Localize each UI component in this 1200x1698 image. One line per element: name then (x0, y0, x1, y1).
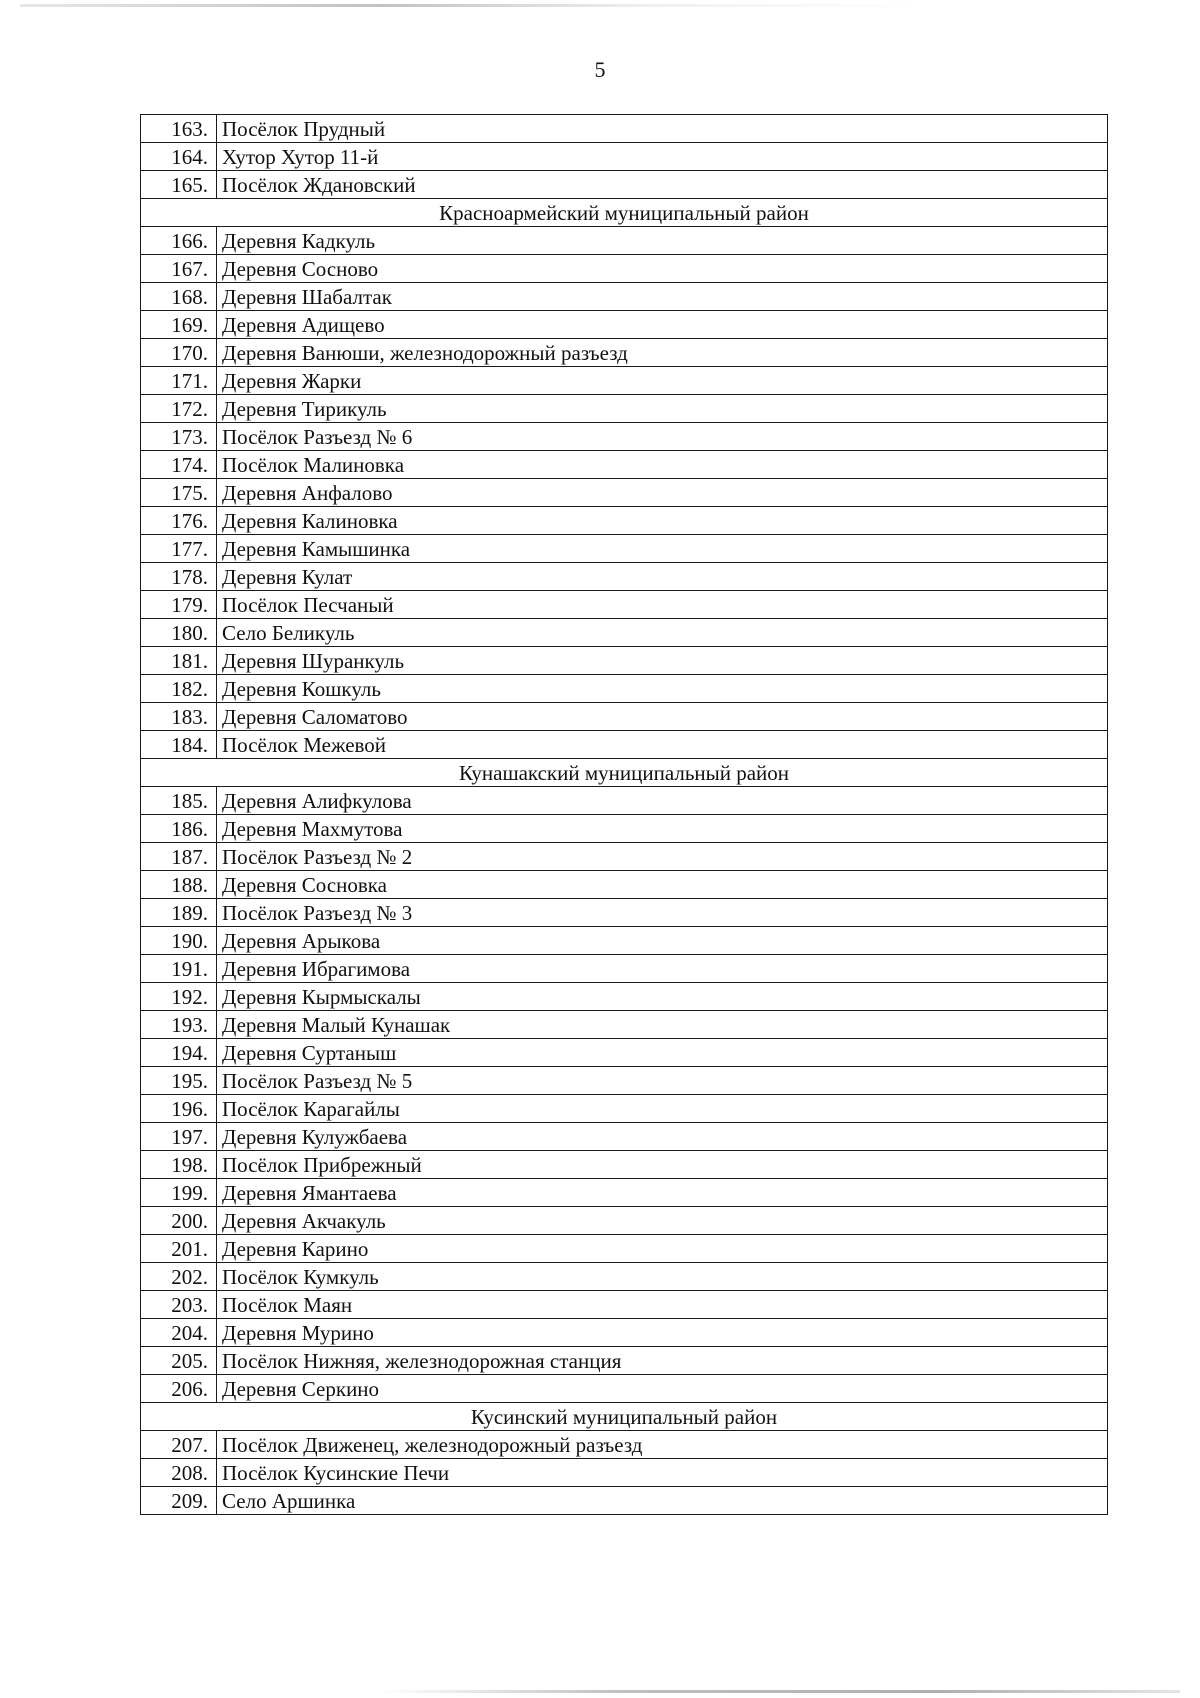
settlement-name: Деревня Ванюши, железнодорожный разъезд (217, 339, 1108, 367)
row-number: 190. (141, 927, 217, 955)
settlement-name: Село Беликуль (217, 619, 1108, 647)
row-number: 195. (141, 1067, 217, 1095)
row-number: 176. (141, 507, 217, 535)
settlements-table-body (141, 115, 1108, 1515)
settlement-name: Деревня Ибрагимова (217, 955, 1108, 983)
row-number: 198. (141, 1151, 217, 1179)
table-row (141, 171, 1108, 199)
settlements-table (140, 114, 1108, 1515)
row-number: 187. (141, 843, 217, 871)
table-row (141, 899, 1108, 927)
settlement-name: Деревня Камышинка (217, 535, 1108, 563)
table-row (141, 927, 1108, 955)
settlement-name: Посёлок Прибрежный (217, 1151, 1108, 1179)
row-number: 174. (141, 451, 217, 479)
settlement-name: Деревня Калиновка (217, 507, 1108, 535)
settlement-name: Посёлок Движенец, железнодорожный разъезд (217, 1431, 1108, 1459)
settlement-name: Деревня Кошкуль (217, 675, 1108, 703)
row-number: 166. (141, 227, 217, 255)
settlement-name: Посёлок Карагайлы (217, 1095, 1108, 1123)
table-row (141, 1179, 1108, 1207)
settlement-name: Посёлок Разъезд № 6 (217, 423, 1108, 451)
table-row (141, 675, 1108, 703)
row-number: 163. (141, 115, 217, 143)
settlement-name: Посёлок Разъезд № 3 (217, 899, 1108, 927)
table-row (141, 1011, 1108, 1039)
table-row (141, 563, 1108, 591)
table-row (141, 479, 1108, 507)
settlement-name: Посёлок Кумкуль (217, 1263, 1108, 1291)
row-number: 189. (141, 899, 217, 927)
row-number: 186. (141, 815, 217, 843)
district-name: Кунашакский муниципальный район (141, 759, 1108, 787)
row-number: 194. (141, 1039, 217, 1067)
settlement-name: Посёлок Прудный (217, 115, 1108, 143)
settlement-name: Посёлок Нижняя, железнодорожная станция (217, 1347, 1108, 1375)
settlement-name: Деревня Акчакуль (217, 1207, 1108, 1235)
settlement-name: Деревня Жарки (217, 367, 1108, 395)
table-row (141, 507, 1108, 535)
row-number: 209. (141, 1487, 217, 1515)
table-row (141, 1459, 1108, 1487)
settlement-name: Деревня Кулат (217, 563, 1108, 591)
district-header-row (141, 759, 1108, 787)
row-number: 202. (141, 1263, 217, 1291)
district-header-row (141, 1403, 1108, 1431)
table-row (141, 1207, 1108, 1235)
settlement-name: Деревня Саломатово (217, 703, 1108, 731)
row-number: 164. (141, 143, 217, 171)
row-number: 184. (141, 731, 217, 759)
row-number: 171. (141, 367, 217, 395)
settlement-name: Деревня Кырмыскалы (217, 983, 1108, 1011)
row-number: 179. (141, 591, 217, 619)
table-row (141, 115, 1108, 143)
row-number: 191. (141, 955, 217, 983)
settlement-name: Хутор Хутор 11-й (217, 143, 1108, 171)
settlement-name: Деревня Кадкуль (217, 227, 1108, 255)
settlement-name: Деревня Шуранкуль (217, 647, 1108, 675)
table-row (141, 1039, 1108, 1067)
table-row (141, 423, 1108, 451)
row-number: 168. (141, 283, 217, 311)
table-row (141, 339, 1108, 367)
settlement-name: Посёлок Малиновка (217, 451, 1108, 479)
row-number: 182. (141, 675, 217, 703)
settlement-name: Деревня Суртаныш (217, 1039, 1108, 1067)
table-row (141, 1347, 1108, 1375)
scan-edge-top (20, 4, 920, 7)
row-number: 188. (141, 871, 217, 899)
settlement-name: Деревня Махмутова (217, 815, 1108, 843)
table-row (141, 871, 1108, 899)
row-number: 192. (141, 983, 217, 1011)
table-row (141, 535, 1108, 563)
settlement-name: Деревня Алифкулова (217, 787, 1108, 815)
table-row (141, 1431, 1108, 1459)
table-row (141, 1067, 1108, 1095)
row-number: 165. (141, 171, 217, 199)
row-number: 201. (141, 1235, 217, 1263)
table-row (141, 731, 1108, 759)
settlement-name: Посёлок Кусинские Печи (217, 1459, 1108, 1487)
settlement-name: Деревня Тирикуль (217, 395, 1108, 423)
row-number: 183. (141, 703, 217, 731)
row-number: 181. (141, 647, 217, 675)
table-row (141, 1235, 1108, 1263)
row-number: 206. (141, 1375, 217, 1403)
table-row (141, 1291, 1108, 1319)
table-row (141, 647, 1108, 675)
row-number: 172. (141, 395, 217, 423)
table-row (141, 395, 1108, 423)
settlement-name: Посёлок Ждановский (217, 171, 1108, 199)
row-number: 205. (141, 1347, 217, 1375)
row-number: 200. (141, 1207, 217, 1235)
district-name: Кусинский муниципальный район (141, 1403, 1108, 1431)
table-row (141, 311, 1108, 339)
settlement-name: Деревня Карино (217, 1235, 1108, 1263)
table-row (141, 703, 1108, 731)
settlement-name: Деревня Сосново (217, 255, 1108, 283)
table-row (141, 367, 1108, 395)
district-header-row (141, 199, 1108, 227)
table-row (141, 619, 1108, 647)
row-number: 169. (141, 311, 217, 339)
table-row (141, 227, 1108, 255)
table-row (141, 143, 1108, 171)
page-number: 5 (594, 57, 606, 82)
row-number: 203. (141, 1291, 217, 1319)
table-row (141, 451, 1108, 479)
row-number: 207. (141, 1431, 217, 1459)
row-number: 196. (141, 1095, 217, 1123)
settlement-name: Деревня Мурино (217, 1319, 1108, 1347)
table-row (141, 1123, 1108, 1151)
table-row (141, 983, 1108, 1011)
settlement-name: Посёлок Маян (217, 1291, 1108, 1319)
table-row (141, 283, 1108, 311)
scan-edge-bottom (380, 1690, 1180, 1693)
settlement-name: Село Аршинка (217, 1487, 1108, 1515)
settlement-name: Посёлок Разъезд № 5 (217, 1067, 1108, 1095)
table-row (141, 591, 1108, 619)
settlement-name: Деревня Шабалтак (217, 283, 1108, 311)
settlement-name: Деревня Адищево (217, 311, 1108, 339)
row-number: 178. (141, 563, 217, 591)
district-name: Красноармейский муниципальный район (141, 199, 1108, 227)
settlement-name: Посёлок Межевой (217, 731, 1108, 759)
settlement-name: Деревня Серкино (217, 1375, 1108, 1403)
table-row (141, 1151, 1108, 1179)
table-row (141, 1375, 1108, 1403)
row-number: 185. (141, 787, 217, 815)
table-row (141, 955, 1108, 983)
row-number: 208. (141, 1459, 217, 1487)
row-number: 193. (141, 1011, 217, 1039)
table-row (141, 255, 1108, 283)
settlement-name: Деревня Малый Кунашак (217, 1011, 1108, 1039)
table-row (141, 1263, 1108, 1291)
table-row (141, 843, 1108, 871)
settlement-name: Деревня Сосновка (217, 871, 1108, 899)
settlement-name: Деревня Кулужбаева (217, 1123, 1108, 1151)
row-number: 170. (141, 339, 217, 367)
row-number: 167. (141, 255, 217, 283)
settlement-name: Посёлок Разъезд № 2 (217, 843, 1108, 871)
table-row (141, 1095, 1108, 1123)
row-number: 199. (141, 1179, 217, 1207)
settlement-name: Деревня Ямантаева (217, 1179, 1108, 1207)
table-row (141, 1487, 1108, 1515)
row-number: 175. (141, 479, 217, 507)
settlement-name: Деревня Анфалово (217, 479, 1108, 507)
row-number: 180. (141, 619, 217, 647)
table-row (141, 1319, 1108, 1347)
row-number: 197. (141, 1123, 217, 1151)
table-row (141, 815, 1108, 843)
table-row (141, 787, 1108, 815)
row-number: 204. (141, 1319, 217, 1347)
row-number: 177. (141, 535, 217, 563)
settlement-name: Деревня Арыкова (217, 927, 1108, 955)
settlement-name: Посёлок Песчаный (217, 591, 1108, 619)
row-number: 173. (141, 423, 217, 451)
